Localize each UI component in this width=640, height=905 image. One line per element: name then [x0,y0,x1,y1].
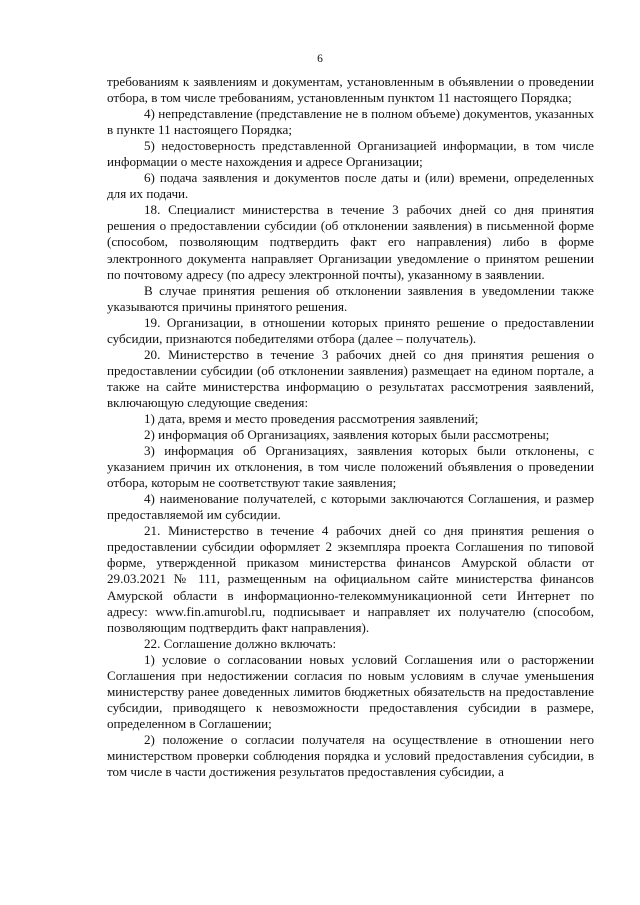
paragraph: 4) наименование получателей, с которыми заключаются Соглашения, и размер предоставляемой им субсидии. [107,491,594,523]
page-number: 6 [317,53,323,65]
paragraph: 18. Специалист министерства в течение 3 рабочих дней со дня принятия решения о предоставлении субсидии (об отклонении заявления) в письменной форме (способом, позволяющим подтвердить факт его направления) либо в форме электронного документа направляет Организации уведомление о принятом решении по почтовому адресу (по адресу электронной почты), указанному в заявлении. [107,202,594,282]
paragraph: 19. Организации, в отношении которых принято решение о предоставлении субсидии, признаются победителями отбора (далее – получатель). [107,314,594,346]
paragraph: требованиям к заявлениям и документам, установленным в объявлении о проведении отбора, в том числе требованиям, установленным пунктом 11 настоящего Порядка; [107,74,594,106]
paragraph: 4) непредставление (представление не в полном объеме) документов, указанных в пункте 11 настоящего Порядка; [107,106,594,138]
paragraph: 20. Министерство в течение 3 рабочих дней со дня принятия решения о предоставлении субсидии (об отклонении заявления) размещает на едином портале, а также на сайте министерства информацию о результатах рассмотрения заявлений, включающую следующие сведения: [107,346,594,410]
paragraph: 1) дата, время и место проведения рассмотрения заявлений; [144,410,479,426]
paragraph: 2) положение о согласии получателя на осуществление в отношении него министерством проверки соблюдения порядка и условий предоставления субсидии, в том числе в части достижения результатов предоставления субсидии, а [107,731,594,780]
paragraph: 22. Соглашение должно включать: [144,635,337,651]
paragraph: 21. Министерство в течение 4 рабочих дней со дня принятия решения о предоставлении субсидии оформляет 2 экземпляра проекта Соглашения по типовой форме, утвержденной приказом министерства финансов Амурской области от 29.03.2021 № 111, размещенным на официальном сайте министерства финансов Амурской области в информационно-телекоммуникационной сети Интернет по адресу: www.fin.amurobl.ru, подписывает и направляет их получателю (способом, позволяющим подтвердить факт направления). [107,523,594,635]
document-body [107,74,594,780]
paragraph: В случае принятия решения об отклонении заявления в уведомлении также указываются причины принятого решения. [107,282,594,314]
paragraph: 3) информация об Организациях, заявления которых были отклонены, с указанием причин их отклонения, в том числе положений объявления о проведении отбора, которым не соответствуют такие заявления; [107,443,594,491]
paragraph: 1) условие о согласовании новых условий Соглашения или о расторжении Соглашения при недостижении согласия по новым условиям в случае уменьшения министерству ранее доведенных лимитов бюджетных обязательств на предоставление субсидии, приводящего к невозможности предоставления субсидии в размере, определенном в Соглашении; [107,651,594,731]
paragraph: 6) подача заявления и документов после даты и (или) времени, определенных для их подачи. [107,170,594,202]
paragraph: 2) информация об Организациях, заявления которых были рассмотрены; [144,427,550,443]
paragraph: 5) недостоверность представленной Организацией информации, в том числе информации о месте нахождения и адресе Организации; [107,138,594,170]
